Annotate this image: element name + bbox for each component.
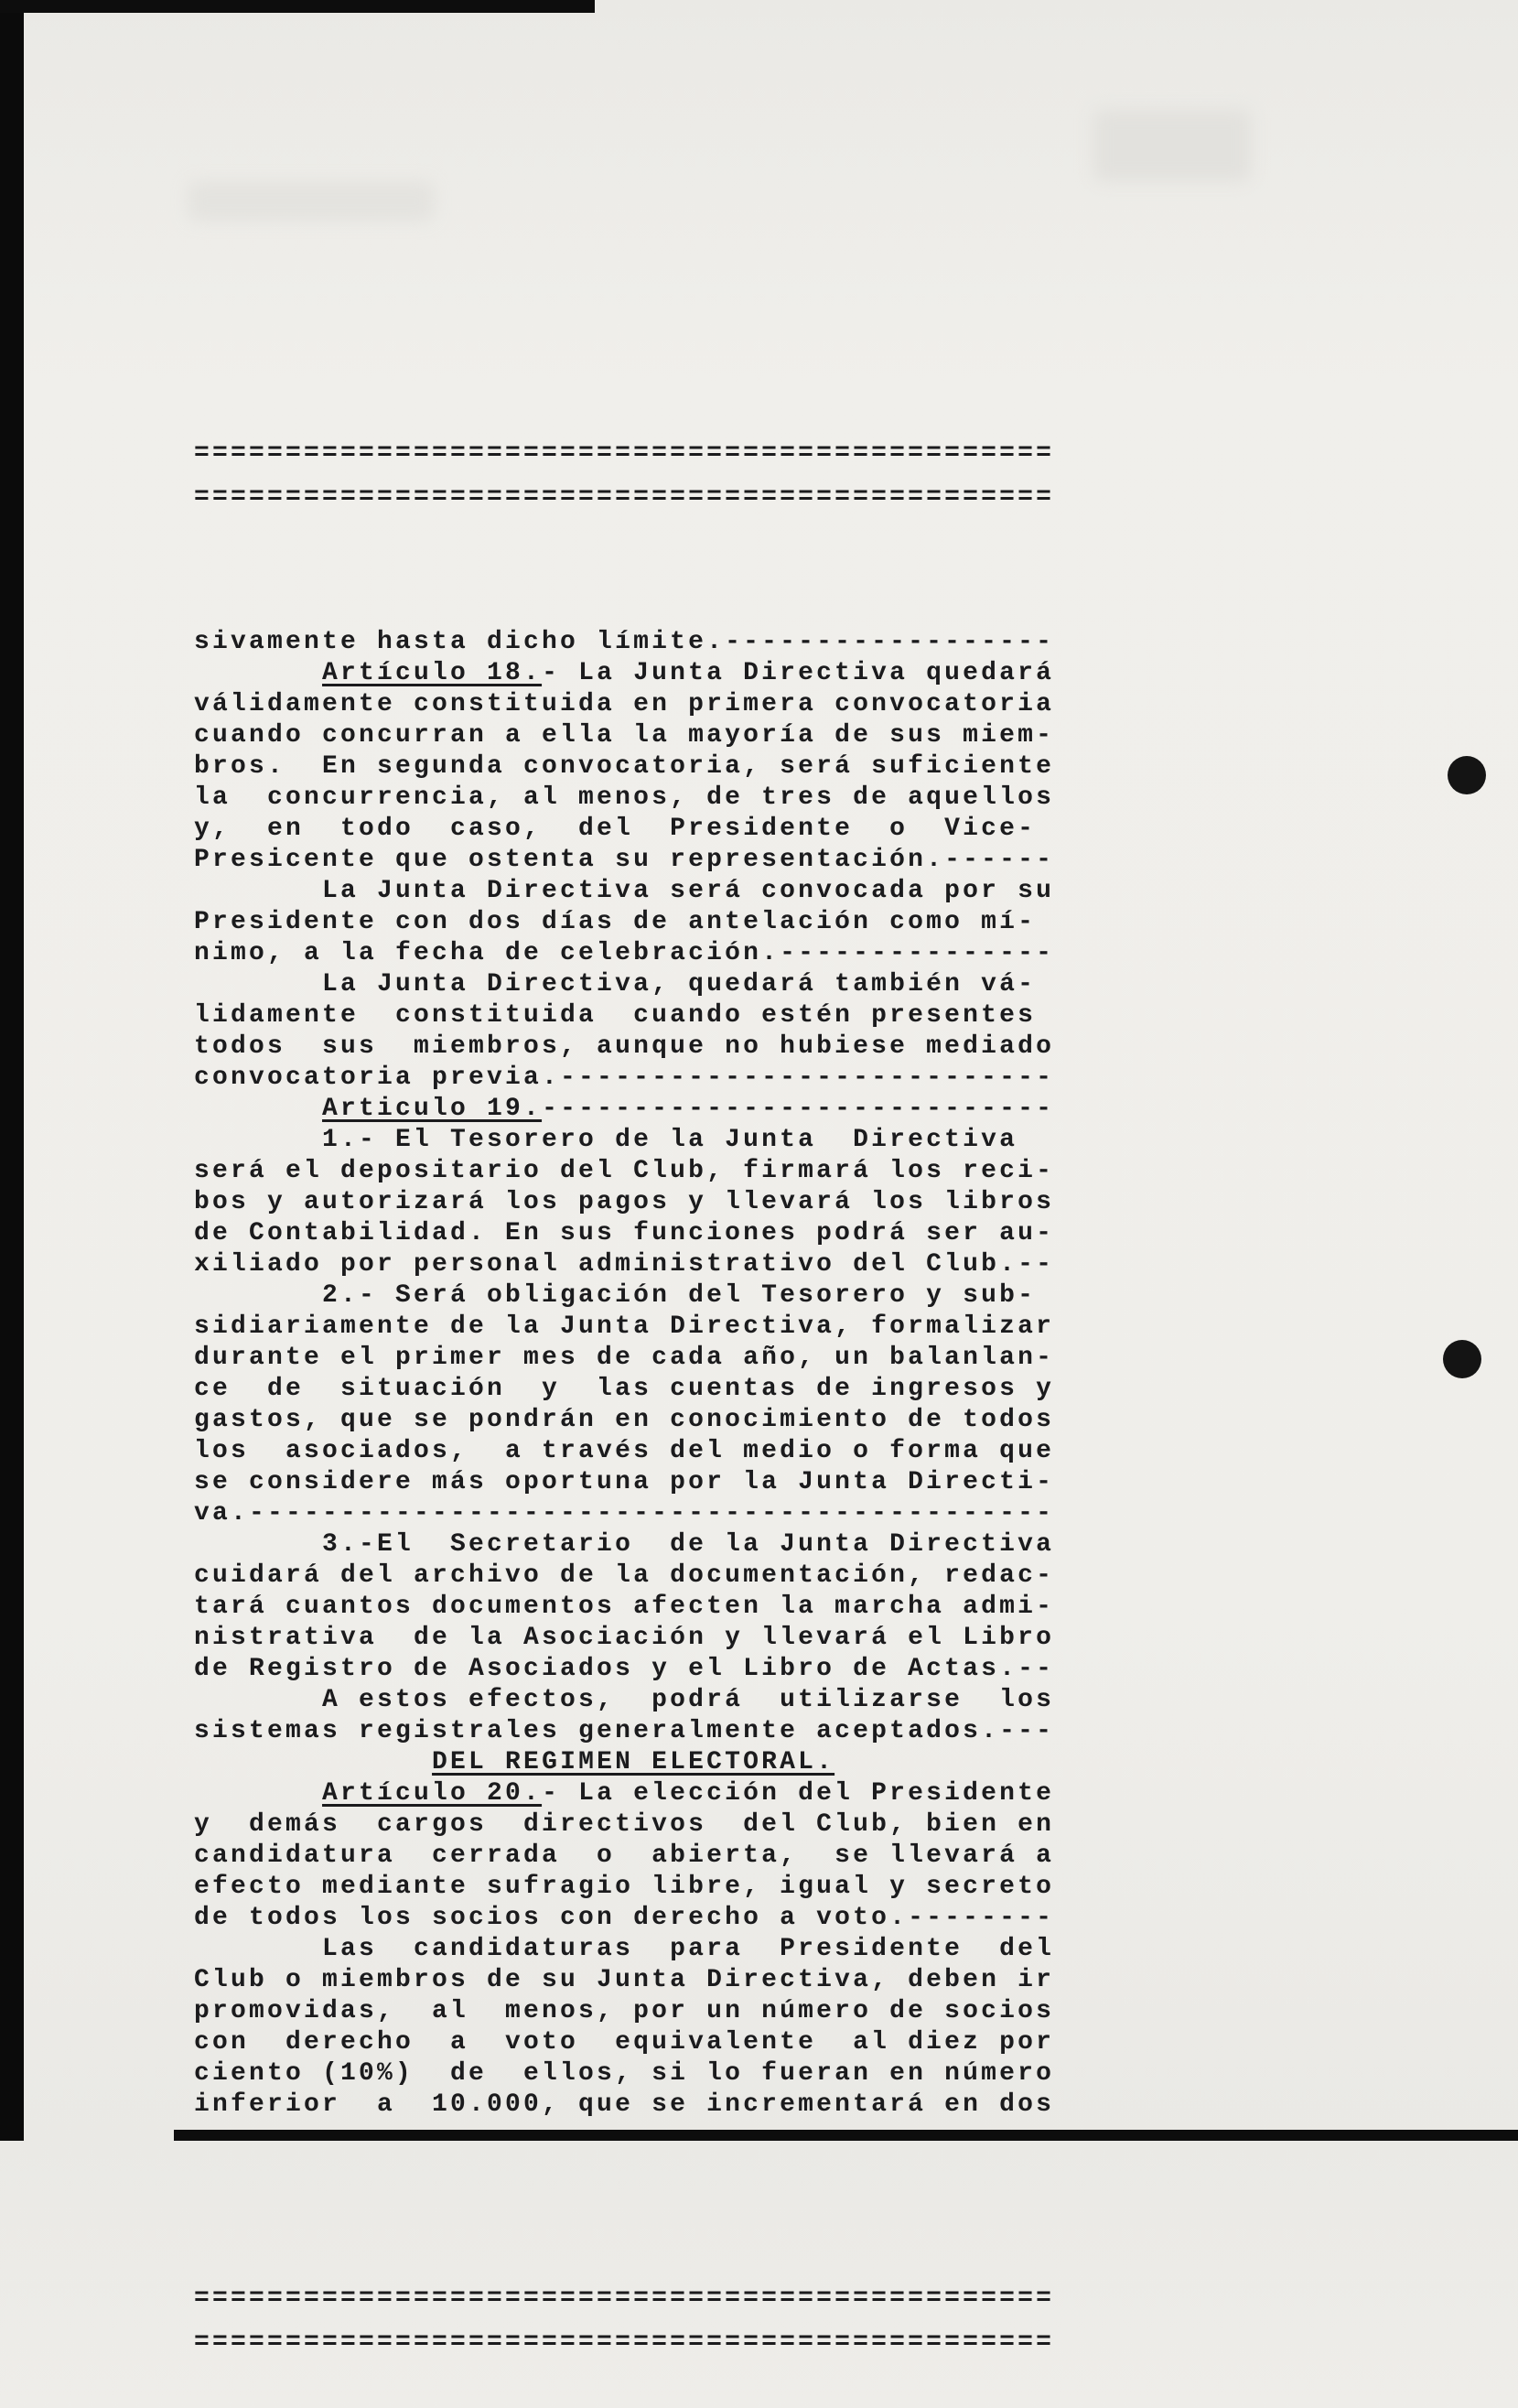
text-line <box>194 751 1054 783</box>
text-segment: la concurrencia, al menos, de tres de aquellos <box>194 783 1055 812</box>
text-segment: Presidente con dos días de antelación como mí- <box>194 908 1037 936</box>
text-segment: con derecho a voto equivalente al diez por <box>194 2028 1055 2057</box>
separator-line: =============================================== <box>194 439 1055 468</box>
text-segment <box>194 1748 432 1776</box>
text-segment: inferior a 10.000, que se incrementará en dos <box>194 2090 1055 2119</box>
text-segment <box>194 1779 322 1808</box>
underlined-text-segment: DEL REGIMEN ELECTORAL. <box>432 1748 835 1776</box>
text-line <box>194 1685 1054 1716</box>
text-line <box>194 1529 1054 1560</box>
text-line <box>194 1903 1054 1934</box>
text-line <box>194 2027 1054 2058</box>
text-line <box>194 876 1054 907</box>
text-line <box>194 1778 1054 1809</box>
text-segment: candidatura cerrada o abierta, se llevará a <box>194 1841 1055 1870</box>
text-segment: y, en todo caso, del Presidente o Vice- <box>194 815 1037 843</box>
text-line <box>194 1747 1054 1778</box>
text-line <box>194 783 1054 814</box>
text-segment: convocatoria previa.--------------------------- <box>194 1064 1055 1092</box>
text-line <box>194 969 1054 1000</box>
text-line <box>194 938 1054 969</box>
text-line <box>194 1218 1054 1249</box>
text-segment: y demás cargos directivos del Club, bien en <box>194 1810 1055 1839</box>
text-line <box>194 720 1054 751</box>
text-line <box>194 1094 1054 1125</box>
text-segment: 3.-El Secretario de la Junta Directiva <box>194 1530 1055 1559</box>
text-segment: cuidará del archivo de la documentación, redac- <box>194 1561 1055 1590</box>
separator-line: =============================================== <box>194 483 1055 512</box>
text-segment: nimo, a la fecha de celebración.--------------- <box>194 939 1055 967</box>
text-segment: bros. En segunda convocatoria, será suficiente <box>194 752 1055 781</box>
text-segment: de todos los socios con derecho a voto.-------- <box>194 1904 1055 1932</box>
text-segment: sidiariamente de la Junta Directiva, formalizar <box>194 1312 1055 1341</box>
separator-top <box>194 417 1054 535</box>
text-line <box>194 814 1054 845</box>
text-segment: promovidas, al menos, por un número de socios <box>194 1997 1055 2025</box>
hole-punch-dot-top <box>1448 756 1486 794</box>
text-segment: ---------------------------- <box>542 1095 1055 1123</box>
text-line <box>194 1280 1054 1312</box>
text-segment: de Registro de Asociados y el Libro de Actas.-- <box>194 1655 1055 1683</box>
text-segment: La Junta Directiva será convocada por su <box>194 877 1055 905</box>
text-line <box>194 1405 1054 1436</box>
text-line <box>194 1498 1054 1529</box>
text-segment: La Junta Directiva, quedará también vá- <box>194 970 1037 999</box>
text-segment: bos y autorizará los pagos y llevará los libros <box>194 1188 1055 1216</box>
text-segment: todos sus miembros, aunque no hubiese mediado <box>194 1032 1055 1061</box>
text-segment: nistrativa de la Asociación y llevará el Libro <box>194 1624 1055 1652</box>
text-line <box>194 1996 1054 2027</box>
text-segment: sivamente hasta dicho límite.------------------ <box>194 628 1055 656</box>
text-segment <box>194 1095 322 1123</box>
text-segment: Presicente que ostenta su representación.------ <box>194 846 1055 874</box>
text-segment: ce de situación y las cuentas de ingresos y <box>194 1375 1055 1403</box>
scan-artifact-top-edge <box>0 0 595 13</box>
document-lines <box>194 627 1054 2121</box>
scan-smudge-top-left <box>188 181 435 221</box>
text-line <box>194 1809 1054 1841</box>
text-line <box>194 1343 1054 1374</box>
text-segment: A estos efectos, podrá utilizarse los <box>194 1686 1055 1714</box>
text-segment: 1.- El Tesorero de la Junta Directiva <box>194 1126 1018 1154</box>
text-segment: lidamente constituida cuando estén presentes <box>194 1001 1037 1030</box>
text-line <box>194 1467 1054 1498</box>
text-line <box>194 1187 1054 1218</box>
text-segment: cuando concurran a ella la mayoría de sus miem- <box>194 721 1055 750</box>
text-line <box>194 1374 1054 1405</box>
text-line <box>194 627 1054 658</box>
text-segment: durante el primer mes de cada año, un balanlan- <box>194 1344 1055 1372</box>
text-line <box>194 1592 1054 1623</box>
text-segment: se considere más oportuna por la Junta Directi- <box>194 1468 1055 1496</box>
text-line <box>194 907 1054 938</box>
text-line <box>194 1156 1054 1187</box>
separator-bottom <box>194 2262 1054 2380</box>
text-line <box>194 1716 1054 1747</box>
underlined-text-segment: Artículo 20. <box>322 1779 543 1808</box>
scan-artifact-left-edge <box>0 0 24 2141</box>
text-segment: va.-------------------------------------------- <box>194 1499 1055 1528</box>
separator-line: =============================================== <box>194 2284 1055 2313</box>
text-line <box>194 1436 1054 1467</box>
scan-smudge-top-right <box>1093 110 1251 181</box>
text-line <box>194 1872 1054 1903</box>
text-segment: válidamente constituida en primera convocatoria <box>194 690 1055 718</box>
text-line <box>194 2089 1054 2121</box>
text-segment: gastos, que se pondrán en conocimiento de todos <box>194 1406 1055 1434</box>
text-line <box>194 1623 1054 1654</box>
text-segment: Las candidaturas para Presidente del <box>194 1935 1055 1963</box>
text-segment: xiliado por personal administrativo del Club.-- <box>194 1250 1055 1279</box>
text-line <box>194 1249 1054 1280</box>
text-segment: Club o miembros de su Junta Directiva, deben ir <box>194 1966 1055 1994</box>
text-segment: 2.- Será obligación del Tesorero y sub- <box>194 1281 1037 1310</box>
text-segment: efecto mediante sufragio libre, igual y secreto <box>194 1873 1055 1901</box>
text-line <box>194 1654 1054 1685</box>
text-segment: ciento (10%) de ellos, si lo fueran en número <box>194 2059 1055 2088</box>
text-line <box>194 1965 1054 1996</box>
text-line <box>194 1000 1054 1031</box>
text-line <box>194 658 1054 689</box>
text-line <box>194 2058 1054 2089</box>
text-segment: - La Junta Directiva quedará <box>542 659 1055 687</box>
text-line <box>194 1841 1054 1872</box>
text-line <box>194 1031 1054 1063</box>
text-segment: será el depositario del Club, firmará los reci- <box>194 1157 1055 1185</box>
text-segment <box>194 659 322 687</box>
underlined-text-segment: Articulo 19. <box>322 1095 543 1123</box>
separator-line: =============================================== <box>194 2328 1055 2357</box>
text-line <box>194 1063 1054 1094</box>
text-line <box>194 1125 1054 1156</box>
hole-punch-dot-bottom <box>1443 1340 1481 1378</box>
text-line <box>194 689 1054 720</box>
text-segment: sistemas registrales generalmente aceptados.--- <box>194 1717 1055 1745</box>
text-segment: los asociados, a través del medio o forma que <box>194 1437 1055 1465</box>
text-segment: de Contabilidad. En sus funciones podrá ser au- <box>194 1219 1055 1247</box>
text-line <box>194 845 1054 876</box>
text-line <box>194 1312 1054 1343</box>
underlined-text-segment: Artículo 18. <box>322 659 543 687</box>
text-line <box>194 1934 1054 1965</box>
text-segment: - La elección del Presidente <box>542 1779 1055 1808</box>
text-line <box>194 1560 1054 1592</box>
text-segment: tará cuantos documentos afecten la marcha admi- <box>194 1593 1055 1621</box>
document-text <box>194 361 1054 2408</box>
